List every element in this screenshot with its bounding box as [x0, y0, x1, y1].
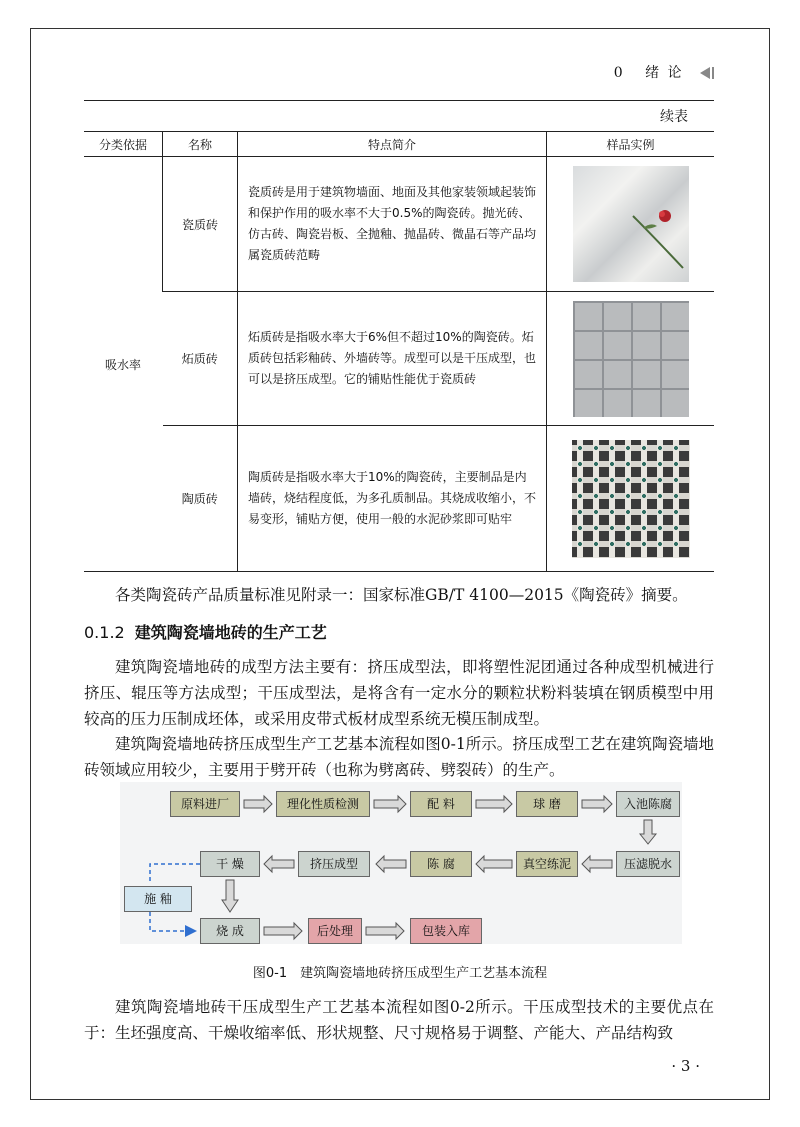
figure-caption: 图0-1 建筑陶瓷墙地砖挤压成型生产工艺基本流程 [252, 966, 548, 981]
process-flow-diagram [120, 782, 682, 944]
table-row [84, 426, 714, 572]
step-age: 陈 腐 [410, 851, 472, 877]
row-desc: 陶质砖是指吸水率大于10%的陶瓷砖，主要制品是内墙砖，烧结程度低，为多孔质制品。其烧成收缩小，不易变形，铺贴方便，使用一般的水泥砂浆即可贴牢 [238, 426, 547, 572]
paragraph-forming-methods: 建筑陶瓷墙地砖的成型方法主要有：挤压成型法，即将塑性泥团通过各种成型机械进行挤压、辊压等方法成型；干压成型法，是将含有一定水分的颗粒状粉料装填在钢质模型中用较高的压力压制成坯体，或采用皮带式板材成型系统无模压制成型。 [84, 658, 714, 728]
row-desc: 炻质砖是指吸水率大于6%但不超过10%的陶瓷砖。炻质砖包括彩釉砖、外墙砖等。成型可以是干压成型，也可以是挤压成型。它的铺贴性能优于瓷质砖 [238, 292, 547, 426]
row-sample [547, 157, 715, 292]
header-rule [84, 100, 714, 101]
table-row [84, 292, 714, 426]
row-name: 陶质砖 [163, 426, 238, 572]
step-raw: 原料进厂 [170, 791, 240, 817]
section-number: 0.1.2 [84, 623, 125, 642]
step-extrude: 挤压成型 [298, 851, 370, 877]
group-absorption: 吸水率 [84, 157, 163, 572]
section-heading [84, 620, 327, 643]
stone-tile-image [573, 301, 689, 417]
table-header-row [84, 132, 714, 157]
header-features: 特点简介 [238, 132, 547, 157]
section-title: 建筑陶瓷墙地砖的生产工艺 [134, 623, 327, 642]
mosaic-tile-image [572, 440, 690, 558]
step-fire: 烧 成 [200, 918, 260, 944]
paragraph-extrusion: 建筑陶瓷墙地砖挤压成型生产工艺基本流程如图0-1所示。挤压成型工艺在建筑陶瓷墙地砖领域应用较少，主要用于劈开砖（也称为劈离砖、劈裂砖）的生产。 [84, 735, 714, 779]
step-mill: 球 磨 [516, 791, 578, 817]
chapter-number: 0 [613, 65, 625, 81]
triangle-marker-icon [700, 67, 710, 79]
standard-note: 各类陶瓷砖产品质量标准见附录一：国家标准GB/T 4100—2015《陶瓷砖》摘要。 [115, 586, 688, 604]
row-desc: 瓷质砖是用于建筑物墙面、地面及其他家装领域起装饰和保护作用的吸水率不大于0.5%的陶瓷砖。抛光砖、仿古砖、陶瓷岩板、全抛釉、抛晶砖、微晶石等产品均属瓷质砖范畴 [238, 157, 547, 292]
table-continuation-label: 续表 [660, 109, 688, 125]
running-header [614, 62, 714, 82]
row-name: 瓷质砖 [163, 157, 238, 292]
step-post: 后处理 [308, 918, 362, 944]
step-vacuum: 真空练泥 [516, 851, 578, 877]
header-basis: 分类依据 [84, 132, 163, 157]
step-pool: 入池陈腐 [616, 791, 680, 817]
step-pack: 包装入库 [410, 918, 482, 944]
step-filter: 压滤脱水 [616, 851, 680, 877]
paragraph-dry-press: 建筑陶瓷墙地砖干压成型生产工艺基本流程如图0-2所示。干压成型技术的主要优点在于：生坯强度高、干燥收缩率低、形状规整、尺寸规格易于调整、产能大、产品结构致 [84, 998, 714, 1042]
step-dry: 干 燥 [200, 851, 260, 877]
header-name: 名称 [163, 132, 238, 157]
rose-icon [573, 166, 689, 282]
bar-marker-icon [712, 67, 714, 79]
tile-classification-table [84, 131, 714, 572]
step-test: 理化性质检测 [276, 791, 370, 817]
table-row [84, 157, 714, 292]
marble-tile-image [573, 166, 689, 282]
row-sample [547, 292, 715, 426]
row-name: 炻质砖 [163, 292, 238, 426]
page-number: · 3 · [671, 1057, 700, 1075]
step-glaze: 施 釉 [124, 886, 192, 912]
step-batch: 配 料 [410, 791, 472, 817]
header-sample: 样品实例 [547, 132, 715, 157]
row-sample [547, 426, 715, 572]
chapter-title: 绪 论 [645, 65, 684, 81]
